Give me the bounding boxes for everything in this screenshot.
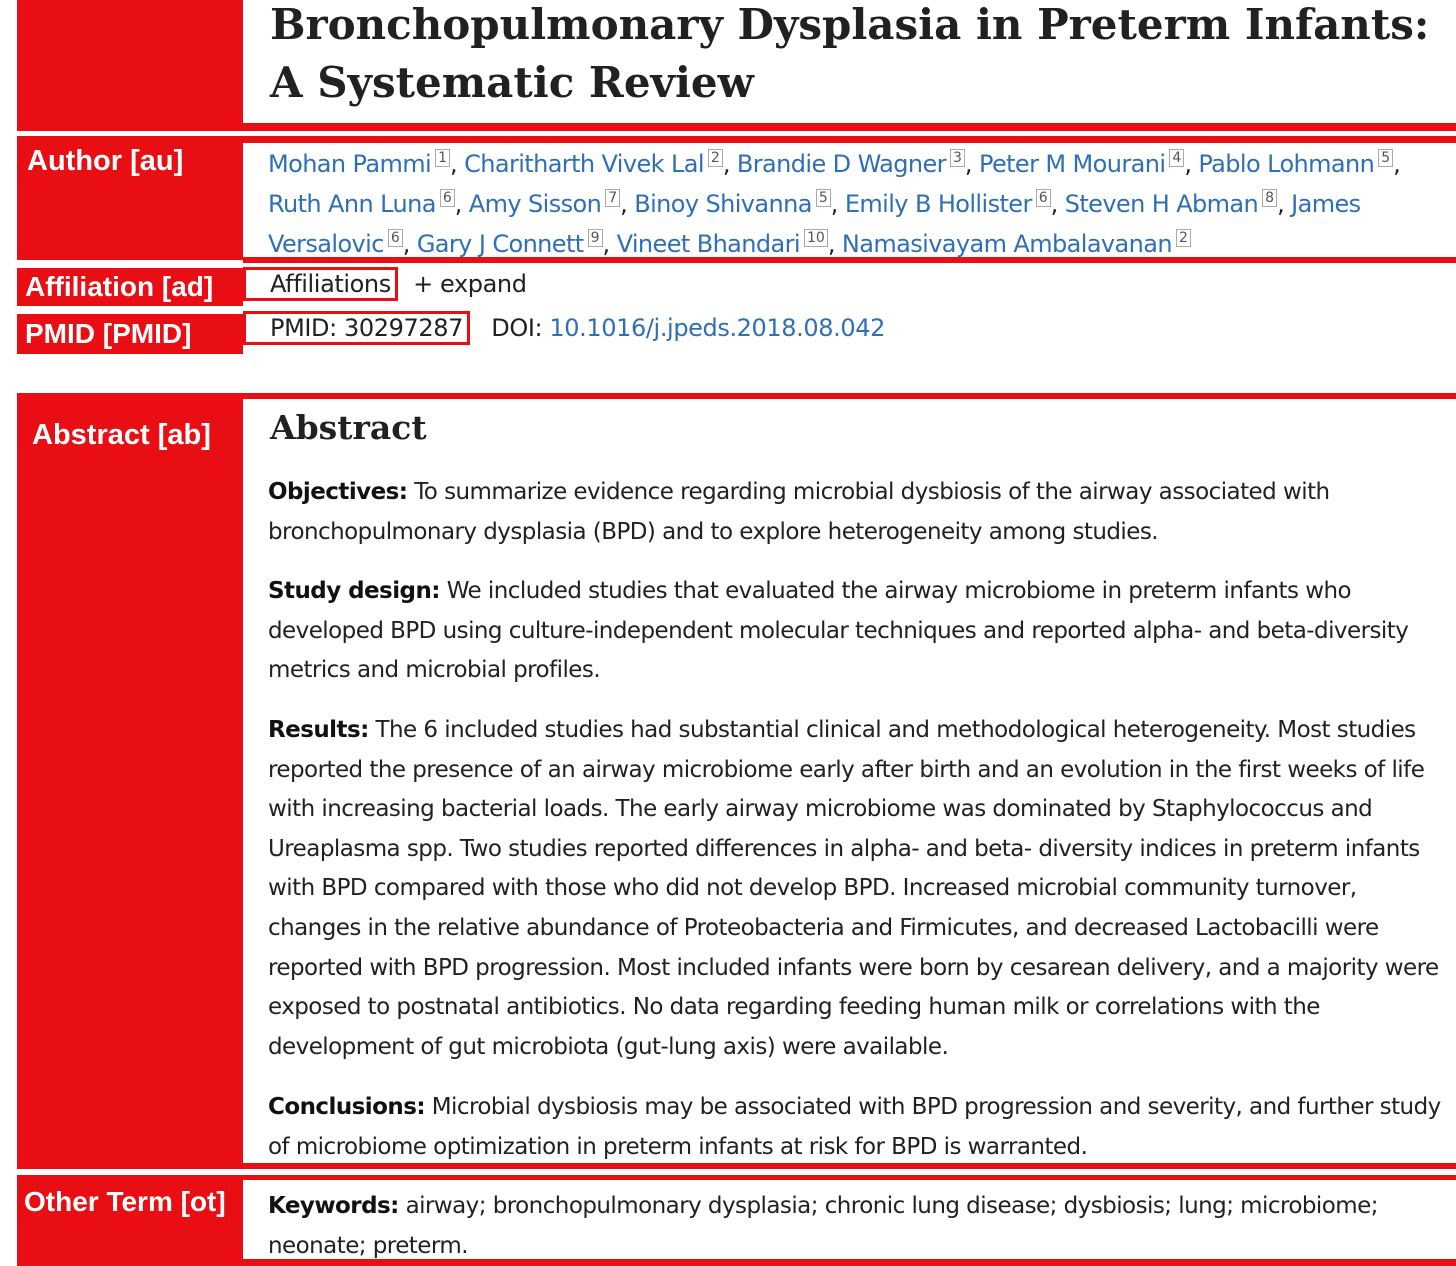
keywords bbox=[268, 1187, 1448, 1266]
abstract-conclusions bbox=[268, 1088, 1448, 1167]
author-link[interactable]: Ruth Ann Luna bbox=[268, 190, 436, 218]
expand-affiliations-button[interactable]: + expand bbox=[413, 270, 527, 298]
affiliations-row bbox=[243, 270, 527, 298]
author-link[interactable]: Namasivayam Ambalavanan bbox=[841, 230, 1172, 258]
author-link[interactable]: Vineet Bhandari bbox=[616, 230, 800, 258]
author-link[interactable]: Brandie D Wagner bbox=[736, 150, 946, 178]
section-label: Study design: bbox=[268, 578, 440, 604]
affiliation-number[interactable]: 8 bbox=[1262, 189, 1277, 207]
separator-line bbox=[17, 393, 1456, 399]
author-link[interactable]: Peter M Mourani bbox=[978, 150, 1166, 178]
abstract-objectives bbox=[268, 473, 1448, 552]
author-link[interactable]: Emily B Hollister bbox=[844, 190, 1032, 218]
affiliation-number[interactable]: 5 bbox=[1378, 149, 1393, 167]
doi-link[interactable]: 10.1016/j.jpeds.2018.08.042 bbox=[549, 314, 885, 342]
identifiers-row bbox=[243, 314, 885, 342]
author-link[interactable]: Steven H Abman bbox=[1064, 190, 1259, 218]
section-label: Objectives: bbox=[268, 479, 408, 505]
doi-label: DOI: bbox=[491, 314, 543, 342]
affiliations-toggle[interactable]: Affiliations bbox=[243, 267, 398, 301]
author-link[interactable]: Amy Sisson bbox=[468, 190, 602, 218]
affiliation-number[interactable]: 4 bbox=[1169, 149, 1184, 167]
section-text: To summarize evidence regarding microbial dysbiosis of the airway associated with bronchopulmonary dysplasia (BPD) and to explore heterogeneity among studies. bbox=[268, 479, 1330, 545]
affiliation-number[interactable]: 6 bbox=[388, 229, 403, 247]
abstract-label: Abstract [ab] bbox=[32, 419, 211, 451]
separator-line bbox=[17, 1175, 1456, 1180]
abstract-label-block bbox=[17, 397, 243, 1165]
keywords-label: Keywords: bbox=[268, 1193, 399, 1219]
abstract-heading: Abstract bbox=[270, 408, 427, 447]
author-link[interactable]: James Versalovic bbox=[268, 190, 1361, 258]
affiliation-number[interactable]: 2 bbox=[1176, 229, 1191, 247]
section-text: Microbial dysbiosis may be associated with BPD progression and severity, and further study of microbiome optimization in preterm infants at risk for BPD is warranted. bbox=[268, 1094, 1441, 1160]
section-label: Conclusions: bbox=[268, 1094, 425, 1120]
section-label: Results: bbox=[268, 717, 369, 743]
affiliation-number[interactable]: 7 bbox=[605, 189, 620, 207]
pmid-label: PMID [PMID] bbox=[25, 318, 192, 349]
author-link[interactable]: Gary J Connett bbox=[416, 230, 584, 258]
keywords-text: airway; bronchopulmonary dysplasia; chronic lung disease; dysbiosis; lung; microbiome; neonate; preterm. bbox=[268, 1193, 1378, 1259]
abstract-results bbox=[268, 711, 1448, 1067]
affiliation-number[interactable]: 6 bbox=[440, 189, 455, 207]
affiliation-number[interactable]: 5 bbox=[816, 189, 831, 207]
article-title: Bronchopulmonary Dysplasia in Preterm Infants: A Systematic Review bbox=[270, 0, 1430, 107]
affiliation-number[interactable]: 2 bbox=[708, 149, 723, 167]
author-link[interactable]: Pablo Lohmann bbox=[1198, 150, 1375, 178]
affiliation-number[interactable]: 10 bbox=[804, 229, 828, 247]
section-text: We included studies that evaluated the airway microbiome in preterm infants who developed BPD using culture-independent molecular techniques and reported alpha- and beta-diversity metrics and microbial profiles. bbox=[268, 578, 1409, 684]
affiliation-number[interactable]: 6 bbox=[1036, 189, 1051, 207]
author-link[interactable]: Mohan Pammi bbox=[268, 150, 432, 178]
title-label-block bbox=[17, 0, 243, 128]
affiliation-label: Affiliation [ad] bbox=[25, 271, 214, 302]
abstract-study-design bbox=[268, 572, 1448, 691]
separator-line bbox=[17, 136, 1456, 143]
affiliation-number[interactable]: 9 bbox=[588, 229, 603, 247]
section-text: The 6 included studies had substantial clinical and methodological heterogeneity. Most studies reported the presence of an airway microbiome early after birth and an evolution in the first weeks of life with increasing bacterial loads. The early airway microbiome was dominated by Staphylococcus and Ureaplasma spp. Two studies reported differences in alpha- and beta- diversity indices in preterm infants with BPD compared with those who did not develop BPD. Increased microbial community turnover, changes in the relative abundance of Proteobacteria and Firmicutes, and decreased Lactobacilli were reported with BPD progression. Most included infants were born by cesarean delivery, and a majority were exposed to postnatal antibiotics. No data regarding feeding human milk or correlations with the development of gut microbiota (gut-lung axis) were available. bbox=[268, 717, 1439, 1060]
author-link[interactable]: Charitharth Vivek Lal bbox=[464, 150, 704, 178]
separator-line bbox=[17, 123, 1456, 131]
affiliation-number[interactable]: 1 bbox=[435, 149, 450, 167]
other-term-label: Other Term [ot] bbox=[24, 1186, 226, 1217]
author-link[interactable]: Binoy Shivanna bbox=[634, 190, 812, 218]
author-label: Author [au] bbox=[27, 145, 184, 177]
affiliation-number[interactable]: 3 bbox=[950, 149, 965, 167]
author-list: Mohan Pammi $^1$ , Charitharth Vivek Lal $^2$ , Brandie D Wagner $^3$ , Peter M Mourani $^4$ , Pablo Lohmann $^5$ , Ruth Ann Luna $^6$ , Amy Sisson $^7$ , Binoy Shivanna $^5$ , Emily B Hollister $^6$ , Steven H Abman $^8$ , James Versalovic $^6$ , Gary J Connett $^9$ , Vineet Bhandari $^{10}$ , Namasivayam Ambalavanan $^2$ bbox=[268, 150, 1401, 258]
pmid-value: PMID: 30297287 bbox=[243, 311, 470, 345]
